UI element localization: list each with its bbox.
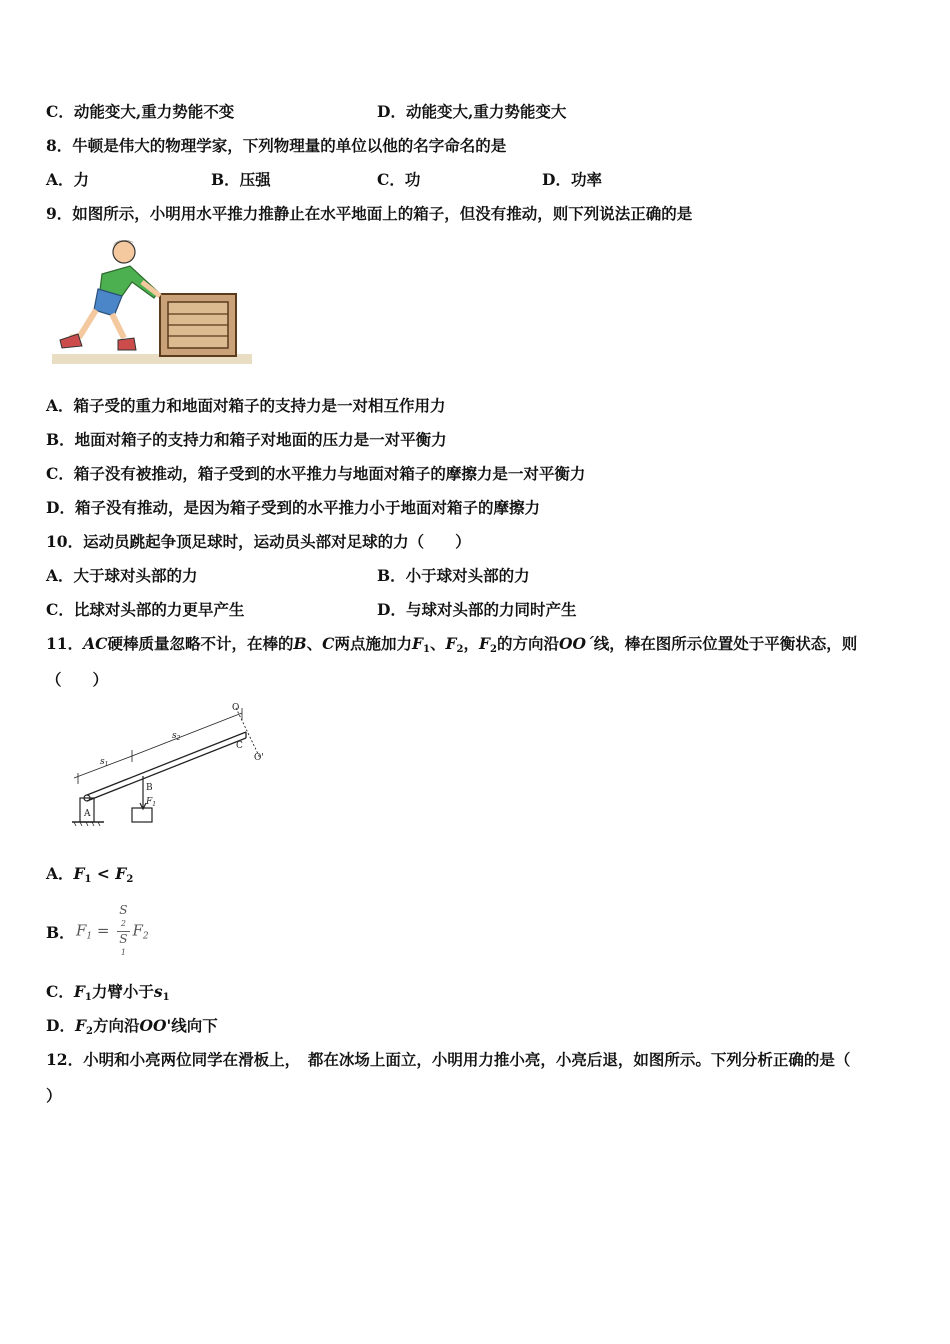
- svg-text:s1: $s_1$: [100, 757, 109, 768]
- force-f2-line: [232, 703, 264, 763]
- svg-text:O': O': [254, 753, 264, 763]
- q10-stem: 10．运动员跳起争顶足球时，运动员头部对足球的力（ ）: [46, 532, 471, 551]
- svg-text:B: B: [146, 783, 153, 793]
- q9-option-d: D．箱子没有推动，是因为箱子受到的水平推力小于地面对箱子的摩擦力: [46, 498, 540, 517]
- dimension-s1: [74, 750, 132, 784]
- force-f1: [132, 776, 156, 822]
- q9-option-b: B．地面对箱子的支持力和箱子对地面的压力是一对平衡力: [46, 430, 447, 449]
- q11-option-b-formula: $F_1$ = S 2 S 1 $F_2$: [76, 903, 149, 957]
- label-a: A: [84, 809, 91, 819]
- q9-option-c: C．箱子没有被推动，箱子受到的水平推力与地面对箱子的摩擦力是一对平衡力: [46, 464, 586, 483]
- boy-pushing-box-illustration: [50, 234, 256, 370]
- q9-stem: 9．如图所示，小明用水平推力推静止在水平地面上的箱子，但没有推动，则下列说法正确的是: [46, 204, 693, 223]
- q8-option-d: D．功率: [542, 170, 602, 189]
- svg-text:C: C: [236, 741, 243, 751]
- wooden-box: [160, 294, 236, 356]
- q10-option-b: B．小于球对头部的力: [377, 566, 530, 585]
- q12-stem: 12．小明和小亮两位同学在滑板上， 都在冰场上面立，小明用力推小亮，小亮后退，如图所示。下列分析正确的是（: [46, 1050, 851, 1069]
- q10-option-a: A．大于球对头部的力: [46, 566, 198, 585]
- q8-option-a: A．力: [46, 170, 90, 189]
- q9-option-a: A．箱子受的重力和地面对箱子的支持力是一对相互作用力: [46, 396, 446, 415]
- q11-answer-paren: （ ）: [46, 670, 109, 689]
- q10-option-d: D．与球对头部的力同时产生: [377, 600, 577, 619]
- q8-option-c: C．功: [377, 170, 421, 189]
- q11-option-c: C．$F_1$力臂小于$s_1$: [46, 982, 170, 1003]
- q7-option-d: D．动能变大,重力势能变大: [377, 102, 567, 121]
- q11-option-a: A．$F_1 < F_2$: [46, 864, 134, 885]
- lever-diagram: [64, 700, 274, 830]
- dimension-s2: [132, 708, 242, 756]
- q7-option-c: C．动能变大,重力势能不变: [46, 102, 235, 121]
- boy-figure: [60, 240, 160, 350]
- svg-text:O: O: [232, 703, 240, 713]
- q8-option-b: B．压强: [211, 170, 271, 189]
- svg-text:s2: $s_2$: [172, 731, 181, 742]
- q11-option-d: D．$F_2$方向沿OO'线向下: [46, 1016, 218, 1037]
- q11-option-b-label: B．: [46, 923, 75, 942]
- q11-stem: 11．AC硬棒质量忽略不计，在棒的B、C两点施加力$F_1$、$F_2$，$F_2$的方向沿OO´线，棒在图所示位置处于平衡状态，则: [46, 634, 858, 655]
- q8-stem: 8．牛顿是伟大的物理学家，下列物理量的单位以他的名字命名的是: [46, 136, 507, 155]
- svg-text:F1: $F_1$: [146, 797, 157, 808]
- q12-stem-continued: ）: [46, 1086, 62, 1105]
- q10-option-c: C．比球对头部的力更早产生: [46, 600, 245, 619]
